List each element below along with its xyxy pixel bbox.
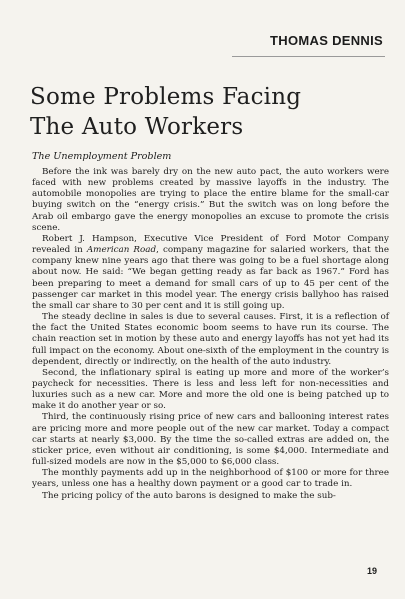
section-heading: The Unemployment Problem bbox=[32, 151, 172, 162]
paragraph-4: Second, the inflationary spiral is eating up more and more of the worker’s paycheck for necessities. There is less and less left for non-necessities and luxuries such as a new car. More and more the old one is being patched up to make it do another year or so. bbox=[32, 367, 389, 412]
title-line-1: Some Problems Facing bbox=[30, 84, 302, 110]
title-line-2: The Auto Workers bbox=[30, 114, 244, 140]
article-body bbox=[32, 167, 389, 502]
paragraph-1: Before the ink was barely dry on the new auto pact, the auto workers were faced with new problems created by massive layoffs in the industry. The automobile monopolies are trying to place the entire blame for the small-car buying switch on the “energy crisis.” But the switch was on long before the Arab oil embargo gave the energy monopolies an excuse to promote the crisis scene. bbox=[32, 167, 389, 233]
magazine-name: American Road bbox=[86, 245, 157, 256]
paragraph-2 bbox=[32, 234, 389, 312]
page-number: 19 bbox=[366, 566, 377, 576]
paragraph-2-end: , company magazine for salaried workers, that the company knew nine years ago that there was going to be a fuel shortage along about now. He said: “We began getting ready as far back as 1967.” Ford has been preparing to meet a demand for small cars of up to 45 per cent of the passenger car market in this model year. The energy crisis ballyhoo has raised the small car share to 30 per cent and it is still going up. bbox=[32, 245, 389, 311]
paragraph-2-start: Robert J. Hampson, Executive Vice President of Ford Motor Company revealed in bbox=[32, 233, 389, 256]
paragraph-6: The monthly payments add up in the neighborhood of $100 or more for three years, unless one has a healthy down payment or a good car to trade in. bbox=[32, 468, 389, 490]
article-title bbox=[30, 82, 390, 142]
paragraph-7: The pricing policy of the auto barons is designed to make the sub- bbox=[42, 490, 336, 501]
paragraph-3: The steady decline in sales is due to several causes. First, it is a reflection of the fact the United States economic boom seems to have run its course. The chain reaction set in motion by these auto and energy layoffs has not yet had its full impact on the economy. About one-sixth of the employment in the country is dependent, directly or indirectly, on the health of the auto industry. bbox=[32, 312, 389, 367]
author-header: THOMAS DENNIS bbox=[270, 33, 383, 48]
header-rule bbox=[232, 56, 385, 57]
paragraph-5: Third, the continuously rising price of new cars and ballooning interest rates are pricing more and more people out of the new car market. Today a compact car starts at nearly $3,000. By the time the so-called extras are added on, the sticker price, even without air conditioning, is some $4,000. Intermediate and full-sized models are now in the $5,000 to $6,000 class. bbox=[32, 412, 389, 468]
